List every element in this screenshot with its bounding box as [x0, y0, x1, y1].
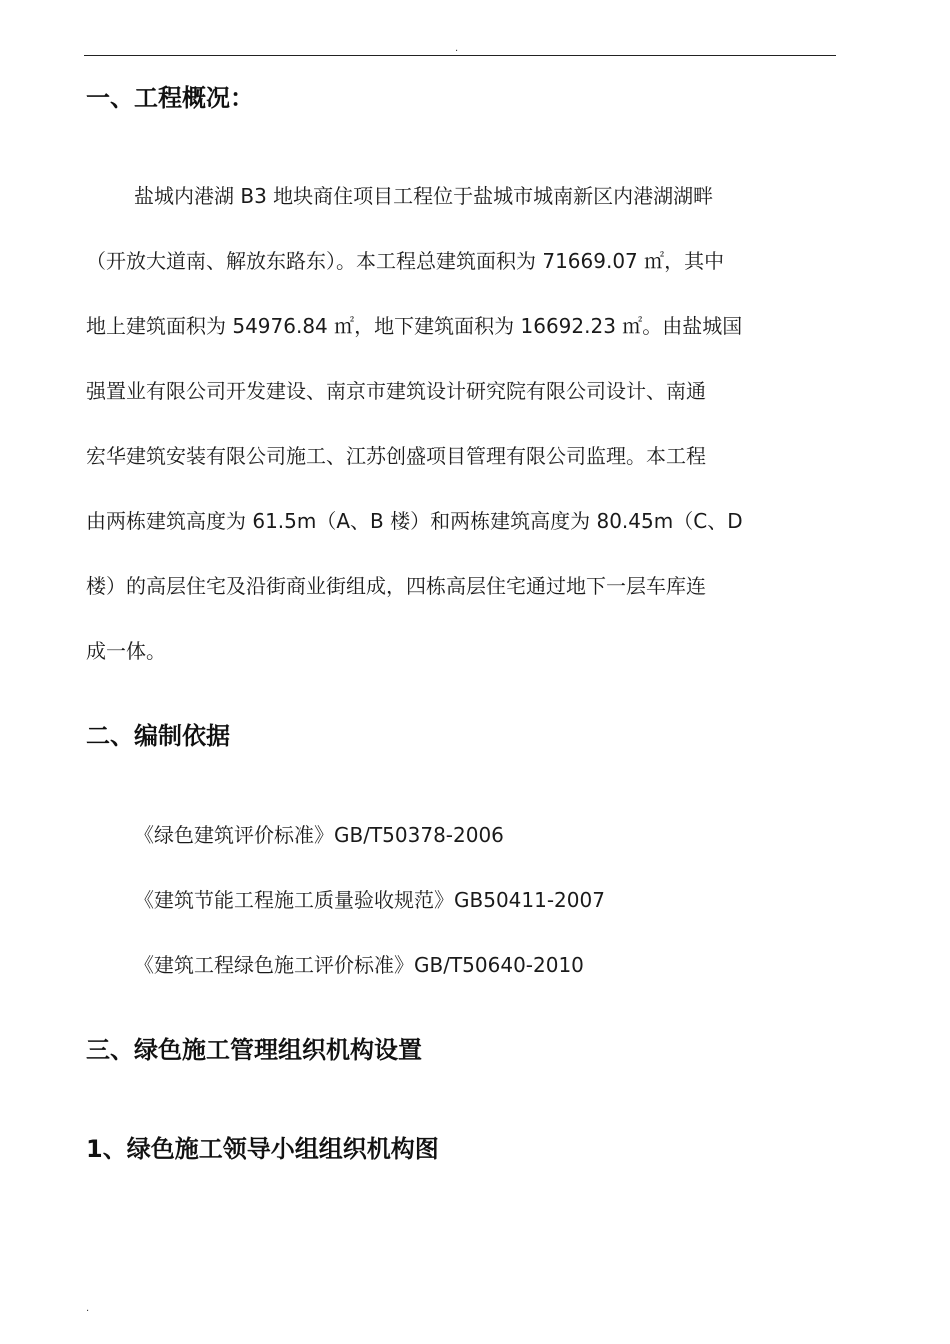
section3-subheading: 1、绿色施工领导小组组织机构图	[86, 1135, 439, 1163]
section1-line-3: 地上建筑面积为 54976.84 ㎡，地下建筑面积为 16692.23 ㎡。由盐城国	[86, 314, 743, 338]
header-rule	[84, 55, 836, 56]
reference-item-3: 《建筑工程绿色施工评价标准》GB/T50640-2010	[134, 953, 584, 977]
section1-heading: 一、工程概况：	[86, 84, 254, 112]
footer-mark: .	[86, 1303, 90, 1314]
section2-heading: 二、编制依据	[86, 722, 230, 750]
reference-item-2: 《建筑节能工程施工质量验收规范》GB50411-2007	[134, 888, 605, 912]
section1-line-6: 由两栋建筑高度为 61.5m（A、B 楼）和两栋建筑高度为 80.45m（C、D	[86, 509, 743, 533]
section1-line-1: 盐城内港湖 B3 地块商住项目工程位于盐城市城南新区内港湖湖畔	[134, 184, 714, 208]
reference-item-1: 《绿色建筑评价标准》GB/T50378-2006	[134, 823, 504, 847]
section1-line-5: 宏华建筑安装有限公司施工、江苏创盛项目管理有限公司监理。本工程	[86, 444, 706, 468]
section1-line-4: 强置业有限公司开发建设、南京市建筑设计研究院有限公司设计、南通	[86, 379, 706, 403]
header-mark: .	[455, 43, 459, 54]
section1-line-2: （开放大道南、解放东路东）。本工程总建筑面积为 71669.07 ㎡，其中	[86, 249, 725, 273]
section1-line-7: 楼）的高层住宅及沿街商业街组成，四栋高层住宅通过地下一层车库连	[86, 574, 706, 598]
section1-line-8: 成一体。	[86, 639, 166, 663]
section3-heading: 三、绿色施工管理组织机构设置	[86, 1036, 422, 1064]
